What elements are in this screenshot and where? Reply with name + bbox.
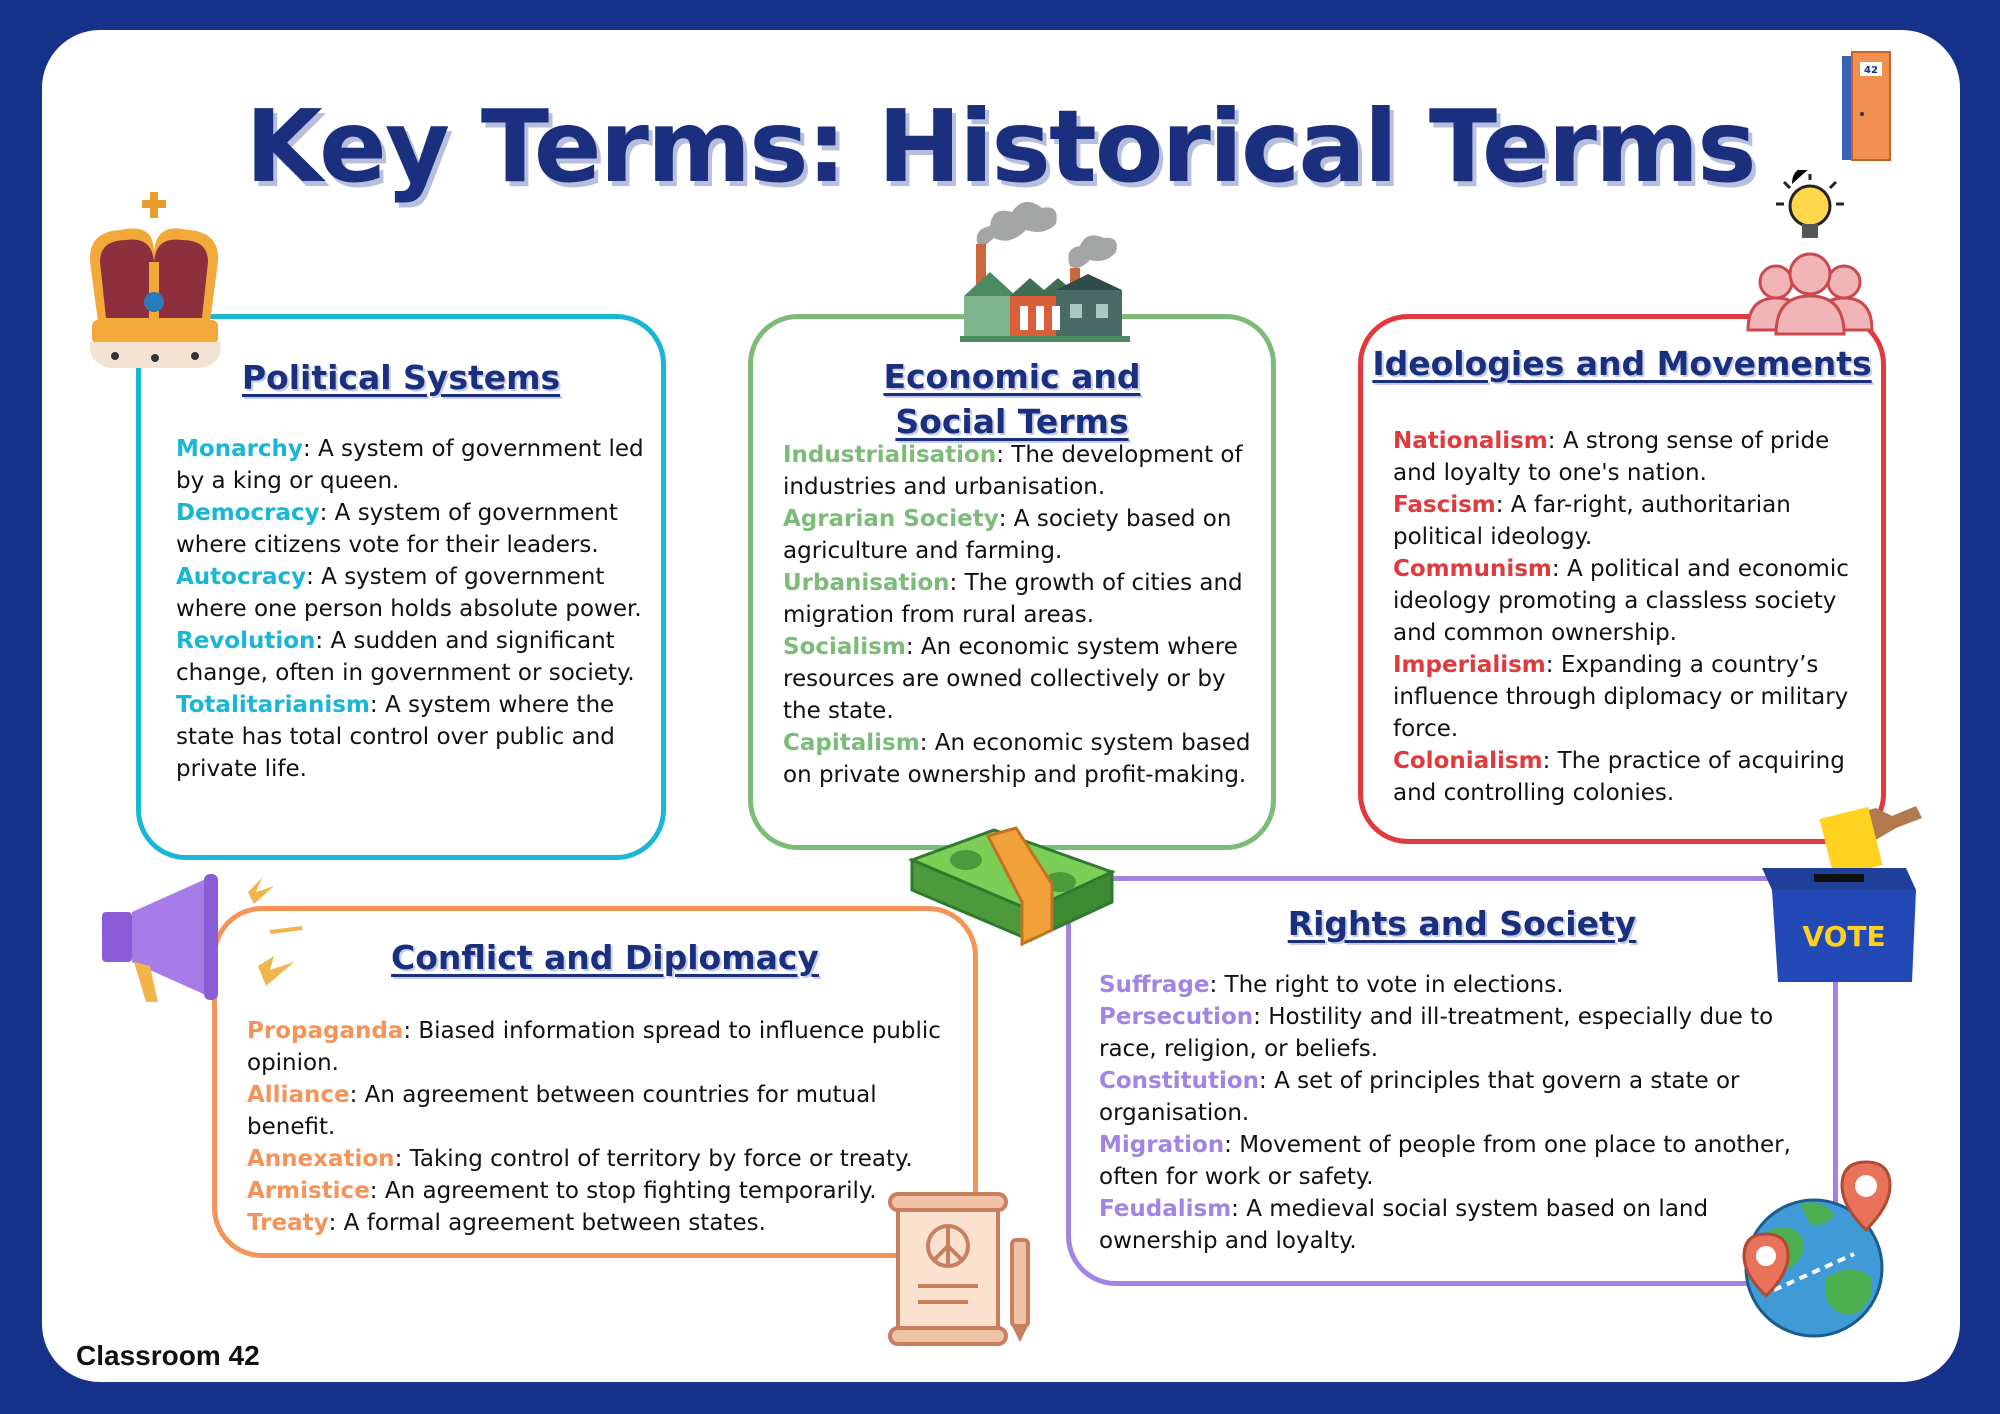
term-entry bbox=[176, 689, 656, 785]
term-definition: : Hostility and ill-treatment, especially due to race, religion, or beliefs. bbox=[1099, 1004, 1774, 1062]
term-definition: : The practice of acquiring and controlling colonies. bbox=[1393, 748, 1845, 806]
term-name: Capitalism bbox=[783, 730, 920, 756]
term-name: Revolution bbox=[176, 628, 316, 654]
term-definition: : Expanding a country’s influence through diplomacy or military force. bbox=[1393, 652, 1849, 742]
conflict-terms bbox=[247, 1015, 962, 1239]
term-name: Socialism bbox=[783, 634, 906, 660]
term-name: Feudalism bbox=[1099, 1196, 1232, 1222]
term-definition: : A system where the state has total control over public and private life. bbox=[176, 692, 615, 782]
term-entry bbox=[1393, 489, 1878, 553]
term-definition: : An economic system based on private ownership and profit-making. bbox=[783, 730, 1251, 788]
term-definition: : A system of government led by a king or queen. bbox=[176, 436, 644, 494]
ideologies-terms bbox=[1393, 425, 1878, 809]
rights-terms bbox=[1099, 969, 1824, 1257]
term-definition: : A far-right, authoritarian political ideology. bbox=[1393, 492, 1791, 550]
scroll-icon bbox=[886, 1190, 1042, 1350]
term-name: Monarchy bbox=[176, 436, 303, 462]
globe-pins-icon bbox=[1730, 1158, 1900, 1342]
term-name: Industrialisation bbox=[783, 442, 997, 468]
rights-society-panel bbox=[1066, 876, 1838, 1286]
term-definition: : Taking control of territory by force or treaty. bbox=[394, 1146, 913, 1172]
ideologies-movements-panel bbox=[1358, 314, 1886, 844]
term-definition: : A medieval social system based on land ownership and loyalty. bbox=[1099, 1196, 1709, 1254]
term-definition: : An economic system where resources are owned collectively or by the state. bbox=[783, 634, 1238, 724]
term-name: Constitution bbox=[1099, 1068, 1260, 1094]
term-definition: : A sudden and significant change, often in government or society. bbox=[176, 628, 635, 686]
term-name: Totalitarianism bbox=[176, 692, 370, 718]
term-entry bbox=[783, 727, 1268, 791]
term-entry bbox=[1099, 1065, 1824, 1129]
page-title: Key Terms: Historical Terms bbox=[245, 88, 1755, 205]
term-entry bbox=[783, 631, 1268, 727]
term-name: Autocracy bbox=[176, 564, 307, 590]
term-name: Persecution bbox=[1099, 1004, 1254, 1030]
term-entry bbox=[1099, 1129, 1824, 1193]
term-entry bbox=[1393, 553, 1878, 649]
term-entry bbox=[176, 433, 656, 497]
footer-label: Classroom 42 bbox=[76, 1340, 260, 1371]
economic-terms bbox=[783, 439, 1268, 791]
political-terms bbox=[176, 433, 656, 785]
term-entry bbox=[176, 561, 656, 625]
term-name: Annexation bbox=[247, 1146, 395, 1172]
term-definition: : Movement of people from one place to another, often for work or safety. bbox=[1099, 1132, 1791, 1190]
money-icon bbox=[900, 820, 1130, 950]
people-idea-icon bbox=[1740, 170, 1890, 340]
ideologies-heading: Ideologies and Movements bbox=[1372, 344, 1872, 383]
term-definition: : A society based on agriculture and farming. bbox=[783, 506, 1232, 564]
term-definition: : A system of government where citizens vote for their leaders. bbox=[176, 500, 618, 558]
term-entry bbox=[1099, 1001, 1824, 1065]
term-name: Alliance bbox=[247, 1082, 350, 1108]
term-definition: : A system of government where one person holds absolute power. bbox=[176, 564, 642, 622]
political-systems-panel bbox=[136, 314, 666, 860]
term-entry bbox=[1099, 1193, 1824, 1257]
vote-label: VOTE bbox=[1802, 920, 1886, 953]
term-entry bbox=[783, 567, 1268, 631]
term-name: Agrarian Society bbox=[783, 506, 999, 532]
political-heading: Political Systems bbox=[241, 358, 561, 397]
term-name: Fascism bbox=[1393, 492, 1496, 518]
term-name: Communism bbox=[1393, 556, 1552, 582]
term-name: Suffrage bbox=[1099, 972, 1210, 998]
term-entry bbox=[247, 1207, 962, 1239]
term-definition: : The right to vote in elections. bbox=[1209, 972, 1564, 998]
term-name: Migration bbox=[1099, 1132, 1225, 1158]
term-definition: : A set of principles that govern a state or organisation. bbox=[1099, 1068, 1740, 1126]
term-definition: : A strong sense of pride and loyalty to one's nation. bbox=[1393, 428, 1830, 486]
term-entry bbox=[247, 1143, 962, 1175]
term-definition: : The development of industries and urbanisation. bbox=[783, 442, 1243, 500]
term-entry bbox=[783, 503, 1268, 567]
term-name: Colonialism bbox=[1393, 748, 1543, 774]
megaphone-icon bbox=[98, 870, 312, 1022]
economic-heading: Economic and Social Terms bbox=[883, 357, 1141, 441]
term-name: Propaganda bbox=[247, 1018, 404, 1044]
term-entry bbox=[176, 625, 656, 689]
term-entry bbox=[247, 1015, 962, 1079]
term-name: Armistice bbox=[247, 1178, 370, 1204]
term-definition: : An agreement to stop fighting temporarily. bbox=[369, 1178, 877, 1204]
term-name: Treaty bbox=[247, 1210, 329, 1236]
conflict-diplomacy-panel bbox=[212, 906, 978, 1258]
term-entry bbox=[247, 1175, 962, 1207]
vote-box-icon bbox=[1756, 798, 1926, 988]
term-definition: : Biased information spread to influence public opinion. bbox=[247, 1018, 941, 1076]
economic-social-panel bbox=[748, 314, 1276, 850]
term-definition: : The growth of cities and migration from rural areas. bbox=[783, 570, 1243, 628]
term-entry bbox=[176, 497, 656, 561]
term-entry bbox=[1393, 649, 1878, 745]
term-entry bbox=[783, 439, 1268, 503]
crown-icon bbox=[70, 192, 270, 378]
factory-icon bbox=[960, 190, 1140, 344]
book-label: 42 bbox=[1864, 65, 1878, 76]
term-entry bbox=[1099, 969, 1824, 1001]
conflict-heading: Conflict and Diplomacy bbox=[391, 938, 819, 977]
term-name: Democracy bbox=[176, 500, 320, 526]
term-name: Imperialism bbox=[1393, 652, 1546, 678]
term-definition: : A formal agreement between states. bbox=[328, 1210, 766, 1236]
term-entry bbox=[247, 1079, 962, 1143]
term-definition: : A political and economic ideology promoting a classless society and common ownership. bbox=[1393, 556, 1849, 646]
term-definition: : An agreement between countries for mutual benefit. bbox=[247, 1082, 877, 1140]
term-name: Urbanisation bbox=[783, 570, 950, 596]
term-name: Nationalism bbox=[1393, 428, 1548, 454]
rights-heading: Rights and Society bbox=[1287, 904, 1637, 943]
term-entry bbox=[1393, 425, 1878, 489]
book-icon bbox=[1842, 50, 1892, 166]
